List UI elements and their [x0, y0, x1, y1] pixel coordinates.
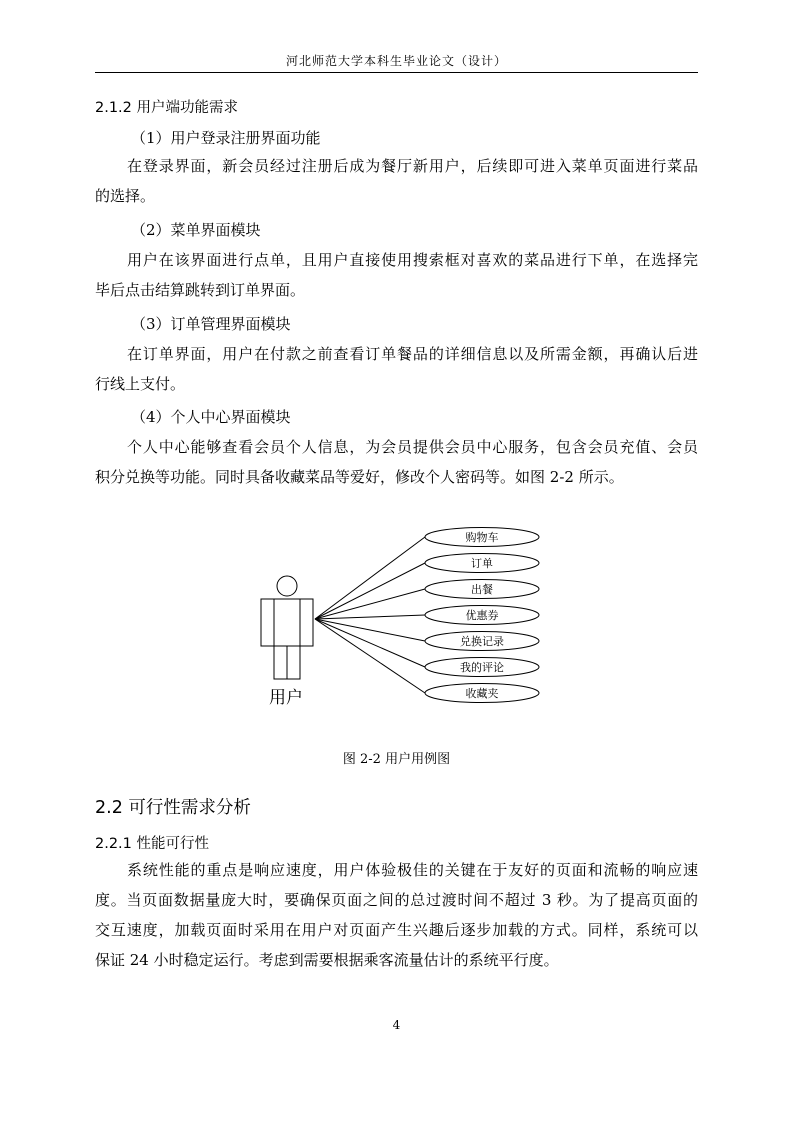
association-line [315, 537, 425, 619]
use-case-diagram-svg [250, 515, 550, 715]
item-menu: （2）菜单界面模块 [131, 221, 261, 239]
paragraph-menu [95, 245, 698, 305]
use-case-label: 购物车 [465, 531, 499, 544]
paragraph-line: 积分兑换等功能。同时具备收藏菜品等爱好，修改个人密码等。如图 2-2 所示。 [95, 468, 624, 486]
section-heading-2-2: 2.2 可行性需求分析 [95, 798, 251, 818]
use-case-label: 订单 [471, 557, 493, 570]
paragraph-line: 个人中心能够查看会员个人信息，为会员提供会员中心服务，包含会员充值、会员 [127, 438, 698, 456]
use-case-label: 出餐 [471, 583, 493, 596]
header-rule [95, 72, 698, 73]
figure-caption: 图 2-2 用户用例图 [342, 752, 451, 767]
actor-label: 用户 [269, 688, 303, 708]
use-case-label: 优惠券 [465, 609, 499, 622]
paragraph-profile [95, 432, 698, 492]
actor-head [277, 576, 297, 596]
paragraph-login [95, 151, 698, 211]
running-header: 河北师范大学本科生毕业论文（设计） [285, 54, 507, 68]
item-login-register: （1）用户登录注册界面功能 [131, 129, 321, 147]
paragraph-order [95, 339, 698, 399]
page-number: 4 [392, 1018, 401, 1032]
use-case-label: 兑换记录 [460, 635, 504, 648]
item-order: （3）订单管理界面模块 [131, 315, 291, 333]
item-profile: （4）个人中心界面模块 [131, 408, 291, 426]
use-case-diagram [250, 515, 550, 715]
association-line [315, 589, 425, 619]
section-heading-2-2-1: 2.2.1 性能可行性 [95, 836, 210, 852]
paragraph-line: 用户在该界面进行点单，且用户直接使用搜索框对喜欢的菜品进行下单，在选择完 [127, 251, 698, 269]
association-lines [315, 537, 425, 693]
paragraph-line: 保证 24 小时稳定运行。考虑到需要根据乘客流量估计的系统平行度。 [95, 951, 559, 969]
actor-body [261, 599, 313, 646]
paragraph-line: 度。当页面数据量庞大时，要确保页面之间的总过渡时间不超过 3 秒。为了提高页面的 [95, 891, 698, 909]
use-case-group [425, 528, 539, 703]
use-case-label: 我的评论 [460, 661, 504, 674]
paragraph-line: 行线上支付。 [95, 375, 186, 393]
association-line [315, 563, 425, 619]
paragraph-line: 系统性能的重点是响应速度，用户体验极佳的关键在于友好的页面和流畅的响应速 [127, 861, 698, 879]
paragraph-line: 在登录界面，新会员经过注册后成为餐厅新用户，后续即可进入菜单页面进行菜品 [127, 157, 698, 175]
paragraph-line: 在订单界面，用户在付款之前查看订单餐品的详细信息以及所需金额，再确认后进 [127, 345, 698, 363]
section-heading-2-1-2: 2.1.2 用户端功能需求 [95, 100, 239, 116]
use-case-label: 收藏夹 [465, 687, 499, 700]
association-line [315, 615, 425, 619]
paragraph-line: 毕后点击结算跳转到订单界面。 [95, 281, 306, 299]
paragraph-line: 的选择。 [95, 187, 156, 205]
paragraph-line: 交互速度，加载页面时采用在用户对页面产生兴趣后逐步加载的方式。同样，系统可以 [95, 921, 698, 939]
association-line [315, 619, 425, 667]
paragraph-performance [95, 855, 698, 975]
